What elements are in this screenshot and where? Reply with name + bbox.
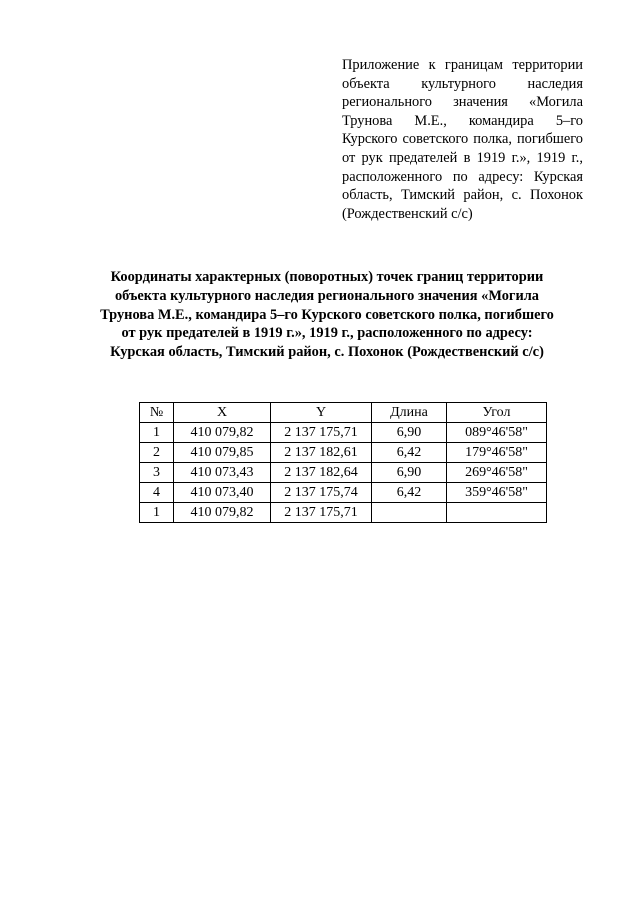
cell-number: 1: [140, 503, 174, 523]
cell-number: 2: [140, 443, 174, 463]
table-header-row: [140, 403, 547, 423]
cell-angle: 179°46'58": [447, 443, 547, 463]
cell-angle: [447, 503, 547, 523]
cell-number: 1: [140, 423, 174, 443]
table-row: [140, 423, 547, 443]
cell-number: 3: [140, 463, 174, 483]
cell-angle: 089°46'58": [447, 423, 547, 443]
header-number: №: [140, 403, 174, 423]
header-x: X: [174, 403, 271, 423]
header-y: Y: [271, 403, 372, 423]
table-row: [140, 463, 547, 483]
cell-y: 2 137 182,61: [271, 443, 372, 463]
cell-y: 2 137 175,71: [271, 503, 372, 523]
cell-x: 410 079,85: [174, 443, 271, 463]
header-angle: Угол: [447, 403, 547, 423]
cell-length: 6,90: [372, 463, 447, 483]
cell-x: 410 073,40: [174, 483, 271, 503]
cell-angle: 359°46'58": [447, 483, 547, 503]
table-row: [140, 483, 547, 503]
cell-length: 6,90: [372, 423, 447, 443]
cell-length: 6,42: [372, 483, 447, 503]
cell-y: 2 137 175,71: [271, 423, 372, 443]
cell-length: [372, 503, 447, 523]
cell-x: 410 073,43: [174, 463, 271, 483]
cell-angle: 269°46'58": [447, 463, 547, 483]
header-length: Длина: [372, 403, 447, 423]
cell-y: 2 137 182,64: [271, 463, 372, 483]
table-row: [140, 503, 547, 523]
cell-x: 410 079,82: [174, 503, 271, 523]
annex-note: Приложение к границам территории объекта культурного наследия регионального значения «Могила Трунова М.Е., командира 5–го Курского советского полка, погибшего от рук предателей в 1919 г.», 1919 г., расположенного по адресу: Курская область, Тимский район, с. Похонок (Рождественский с/с): [342, 57, 583, 222]
table-row: [140, 443, 547, 463]
cell-y: 2 137 175,74: [271, 483, 372, 503]
cell-number: 4: [140, 483, 174, 503]
cell-length: 6,42: [372, 443, 447, 463]
coordinates-table: [139, 402, 547, 523]
document-title: Координаты характерных (поворотных) точек границ территории объекта культурного наследия регионального значения «Могила Трунова М.Е., командира 5–го Курского советского полка, погибшего от рук предателей в 1919 г.», 1919 г., расположенного по адресу: Курская область, Тимский район, с. Похонок (Рождественский с/с): [100, 269, 554, 361]
cell-x: 410 079,82: [174, 423, 271, 443]
